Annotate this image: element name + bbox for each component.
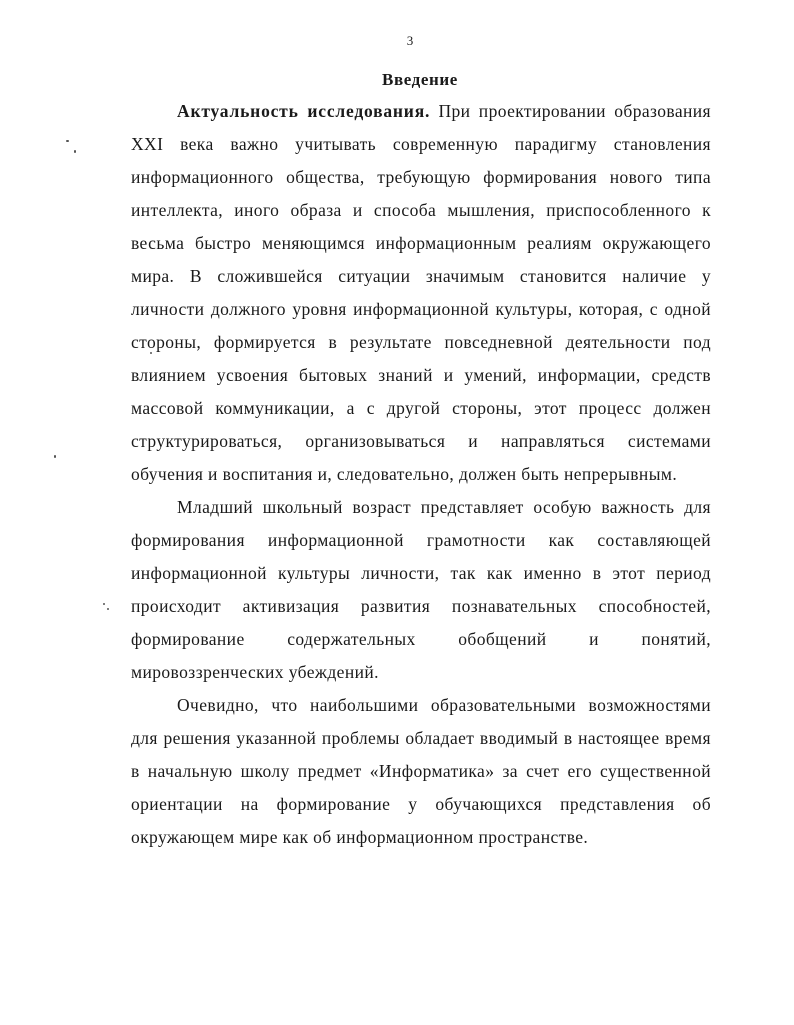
- scan-speck: [66, 140, 69, 142]
- paragraph-text: При проектировании образования XXI века важно учитывать современную парадигму становления информационного общества, требующую формирования нового типа интеллекта, иного образа и способа мышления, приспособленного к весьма быстро меняющимся информационным реалиям окружающего мира. В сложившейся ситуации значимым становится наличие у личности должного уровня информационной культуры, которая, с одной стороны, формируется в результате повседневной деятельности под влиянием усвоения бытовых знаний и умений, информации, средств массовой коммуникации, а с другой стороны, этот процесс должен структурироваться, организовываться и направляться системами обучения и воспитания и, следовательно, должен быть непрерывным.: [131, 101, 711, 484]
- section-heading: Введение: [382, 70, 458, 89]
- paragraph-actuality: [131, 95, 711, 491]
- scan-speck: [54, 455, 56, 458]
- paragraph-informatics-subject: Очевидно, что наибольшими образовательными возможностями для решения указанной проблемы обладает вводимый в настоящее время в начальную школу предмет «Информатика» за счет его существенной ориентации на формирование у обучающихся представления об окружающем мире как об информационном пространстве.: [131, 695, 711, 847]
- page-number: 3: [406, 33, 414, 48]
- paragraph-lead: Актуальность исследования.: [177, 101, 431, 121]
- scan-speck: [150, 352, 152, 354]
- paragraph-primary-school-age: Младший школьный возраст представляет особую важность для формирования информационной грамотности как составляющей информационной культуры личности, так как именно в этот период происходит активизация развития познавательных способностей, формирование содержательных обобщений и понятий, мировоззренческих убеждений.: [131, 497, 711, 682]
- scan-speck: [107, 608, 109, 610]
- scan-speck: [74, 150, 76, 153]
- body-text: [131, 95, 711, 854]
- scan-speck: [103, 603, 105, 605]
